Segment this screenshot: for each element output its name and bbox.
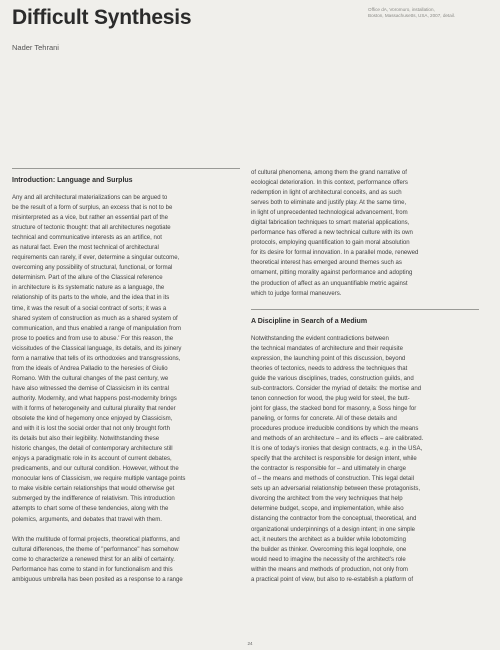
- text-line: its details but also their legibility. Notwithstanding these: [12, 436, 160, 443]
- caption-line: Boston, Massachusetts, USA, 2007, detail.: [368, 13, 456, 18]
- text-line: within the means and methods of production, not only from: [251, 566, 408, 573]
- text-line: theoretical interest has emerged around themes such as: [251, 260, 402, 267]
- text-line: performance has offered a new technical culture with its own: [251, 230, 413, 237]
- text-line: predicaments, and our cultural condition. However, without the: [12, 466, 179, 473]
- text-line: act, it neuters the architect as a builder while lobotomizing: [251, 536, 406, 543]
- text-line: organizational underpinnings of a design intent; in one simple: [251, 526, 416, 533]
- text-line: distancing the contractor from the conceptual, theoretical, and: [251, 516, 417, 523]
- text-line: technical and communicative interests as an artifice, not: [12, 235, 162, 242]
- section-heading-discipline: A Discipline in Search of a Medium: [251, 317, 368, 325]
- text-line: ecological deterioration. In this context, performance offers: [251, 180, 408, 187]
- section-divider: [251, 309, 479, 310]
- text-line: procedures produce irreducible conditions by which the means: [251, 426, 419, 433]
- text-line: in architecture is its systematic nature as a language, the: [12, 285, 165, 292]
- text-line: form a narrative that tells of its orthodoxies and transgressions,: [12, 355, 181, 362]
- text-line: requirements can rarely, if ever, determine a singular outcome,: [12, 255, 180, 262]
- text-line: sets up an adversarial relationship between these protagonists,: [251, 486, 421, 493]
- image-caption: [368, 7, 496, 19]
- text-line: attempts to chart some of these tendencies, along with the: [12, 506, 169, 513]
- text-line: specify that the architect is responsible for design intent, while: [251, 456, 417, 463]
- text-line: tenon connection for wood, the plug weld for steel, the butt-: [251, 395, 410, 402]
- text-line: serves both to eliminate and justify play. At the same time,: [251, 200, 407, 207]
- paragraph: [12, 193, 240, 525]
- caption-line: Office dA, Voromuro, installation,: [368, 7, 435, 12]
- text-line: have also witnessed the demise of Classicism in its central: [12, 385, 169, 392]
- text-line: determine budget, scope, and implementation, while also: [251, 506, 404, 513]
- text-line: the builder as thinker. Overcoming this legal loophole, one: [251, 546, 407, 553]
- page-number: 24: [247, 641, 253, 646]
- left-column: [12, 168, 240, 585]
- text-line: It is one of today's ironies that design contracts, e.g. in the USA,: [251, 446, 423, 453]
- paragraph: [251, 168, 479, 299]
- text-line: cultural differences, the theme of "performance" has somehow: [12, 546, 179, 553]
- text-line: and with it is lost the social order that not only brought forth: [12, 426, 170, 433]
- text-line: theories of tectonics, needs to address the techniques that: [251, 365, 408, 372]
- text-line: Any and all architectural materializations can be argued to: [12, 195, 168, 201]
- text-line: historic changes, the detail of contemporary architecture still: [12, 446, 173, 453]
- text-line: misinterpreted as a vice, but rather an essential part of the: [12, 215, 168, 222]
- text-line: determinism. Part of the allure of the Classical reference: [12, 275, 163, 282]
- text-line: Romano. With the cultural changes of the past century, we: [12, 375, 169, 382]
- text-line: digital fabrication techniques to smart material applications,: [251, 220, 410, 227]
- text-line: of – the means and methods of construction. This legal detail: [251, 476, 414, 483]
- text-line: and methods of an architecture – and its effects – are calibrated.: [251, 436, 424, 443]
- text-line: to make visible certain relationships that would otherwise get: [12, 486, 175, 493]
- text-line: from the ideals of Andrea Palladio to the heresies of Giulio: [12, 365, 168, 372]
- text-line: the production of affect as an unquantifiable metric against: [251, 280, 408, 287]
- text-line: ornament, pitting morality against performance and adopting: [251, 270, 413, 277]
- text-line: ambiguous umbrella has been posited as a response to a range: [12, 576, 183, 583]
- text-line: monocular lens of Classicism, we require multiple vantage points: [12, 476, 186, 483]
- text-line: in light of unprecedented technological advancement, from: [251, 210, 408, 217]
- text-line: the contractor is responsible for – and ultimately in charge: [251, 466, 406, 473]
- text-line: vicissitudes of the Classical language, its details, and its joinery: [12, 345, 182, 352]
- text-line: joint for glass, the stacked bond for masonry, a Soss hinge for: [251, 405, 417, 412]
- text-line: be the result of a form of surplus, an excess that is not to be: [12, 205, 173, 212]
- text-line: overcoming any possibility of structural, functional, or formal: [12, 265, 173, 272]
- text-line: which to judge formal maneuvers.: [251, 290, 342, 297]
- text-line: guide the various disciplines, trades, construction guilds, and: [251, 375, 414, 382]
- text-line: obsolete the kind of hegemony once enjoyed by Classicism,: [12, 416, 173, 423]
- text-line: as natural fact. Even the most technical of architectural: [12, 245, 159, 252]
- text-line: a practical point of view, but also to re-establish a platform of: [251, 576, 414, 583]
- text-line: communication, and thus enabled a range of manipulation from: [12, 325, 182, 332]
- text-line: authority. Modernity, and what happens post-modernity brings: [12, 395, 177, 402]
- text-line: protocols, employing quantification to gain moral absolution: [251, 240, 410, 247]
- text-line: redemption in light of architectural conceits, and as such: [251, 190, 402, 197]
- right-column: [251, 168, 479, 585]
- text-line: the technical mandates of architecture and their requisite: [251, 345, 403, 352]
- text-line: Performance has come to stand in for functionalism and this: [12, 566, 173, 573]
- paragraph: [251, 334, 479, 585]
- section-divider: [12, 168, 240, 169]
- text-line: with it forms of heterogeneity and cultural plurality that render: [12, 405, 176, 412]
- text-line: relationship of its parts to the whole, and the idea that in its: [12, 295, 170, 302]
- text-line: shared system of construction as much as a shared system of: [12, 315, 178, 322]
- text-line: come to characterize a renewed thirst for an alibi of certainty.: [12, 556, 175, 563]
- text-line: structure of tectonic thought: that all architectures negotiate: [12, 225, 171, 232]
- text-line: time, it was the result of a social contract of sorts; it was a: [12, 305, 167, 312]
- text-line: Notwithstanding the evident contradictions between: [251, 335, 389, 342]
- text-line: prose to poetics and from use to abuse.' For this reason, the: [12, 335, 174, 342]
- text-line: for its desire for formal innovation. In a parallel mode, renewed: [251, 250, 419, 257]
- text-line: polemics, arguments, and debates that travel with them.: [12, 516, 162, 523]
- text-line: divorcing the architect from the very techniques that help: [251, 496, 403, 503]
- text-line: sub-contractors. Consider the myriad of details: the mortise and: [251, 385, 422, 392]
- text-line: would need to imagine the necessity of the architect's role: [251, 556, 406, 563]
- text-line: of cultural phenomena, among them the grand narrative of: [251, 170, 407, 176]
- paragraph: [12, 535, 240, 585]
- text-line: expression, the launching point of this discussion, beyond: [251, 355, 406, 362]
- text-line: submerged by the indifference of relativism. This introduction: [12, 496, 175, 503]
- text-line: paneling, or forms for concrete. All of these details and: [251, 415, 397, 422]
- section-heading-intro: Introduction: Language and Surplus: [12, 177, 133, 184]
- author-name: Nader Tehrani: [12, 43, 59, 52]
- article-title: Difficult Synthesis: [12, 6, 192, 29]
- text-line: With the multitude of formal projects, theoretical platforms, and: [12, 536, 180, 543]
- text-line: enjoys a paradigmatic role in its account of current debates,: [12, 456, 172, 463]
